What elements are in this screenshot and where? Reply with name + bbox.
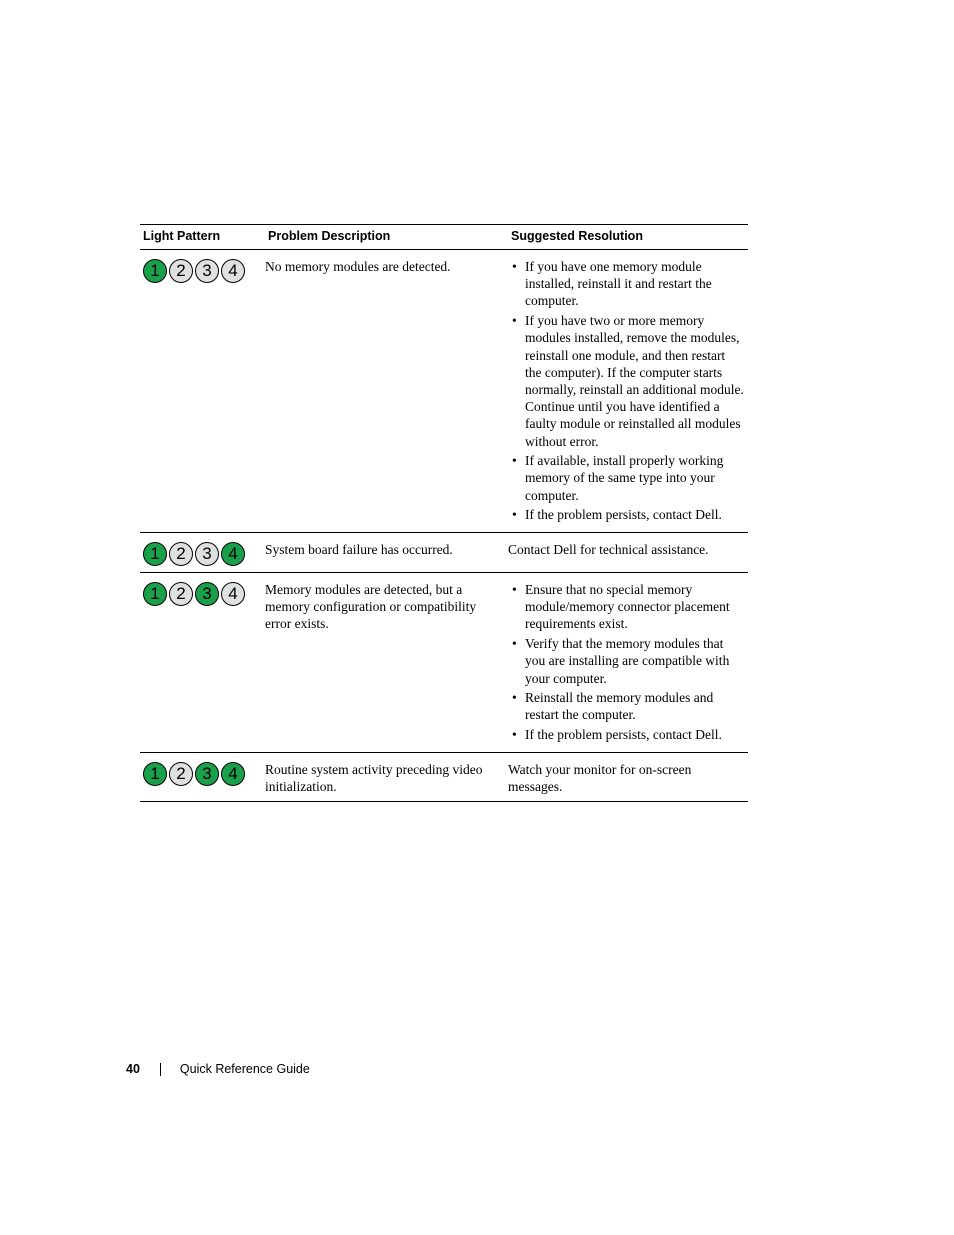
diagnostic-lights [143, 762, 261, 786]
header-light-pattern: Light Pattern [140, 225, 265, 250]
problem-description: Memory modules are detected, but a memory configuration or compatibility error exists. [265, 573, 508, 753]
diagnostic-lights-table [140, 224, 748, 802]
diagnostic-light-4-icon: 4 [221, 762, 245, 786]
table-row [140, 250, 748, 533]
list-item: • If the problem persists, contact Dell. [508, 506, 744, 523]
diagnostic-light-2-icon: 2 [169, 542, 193, 566]
diagnostic-light-4-icon: 4 [221, 582, 245, 606]
light-pattern-cell [140, 752, 265, 801]
header-suggested-resolution: Suggested Resolution [508, 225, 748, 250]
table-row [140, 752, 748, 801]
page-number: 40 [126, 1062, 140, 1076]
list-item: • If available, install properly working memory of the same type into your computer. [508, 452, 744, 504]
diagnostic-light-1-icon: 1 [143, 762, 167, 786]
diagnostic-light-2-icon: 2 [169, 259, 193, 283]
diagnostic-light-3-icon: 3 [195, 542, 219, 566]
problem-description: System board failure has occurred. [265, 533, 508, 573]
list-item: • If the problem persists, contact Dell. [508, 726, 744, 743]
suggested-resolution [508, 250, 748, 533]
footer-divider [160, 1063, 161, 1076]
light-pattern-cell [140, 573, 265, 753]
diagnostic-light-3-icon: 3 [195, 762, 219, 786]
suggested-resolution [508, 573, 748, 753]
resolution-list [508, 581, 744, 743]
suggested-resolution: Watch your monitor for on-screen messages. [508, 752, 748, 801]
document-title: Quick Reference Guide [179, 1062, 310, 1076]
diagnostic-lights [143, 542, 261, 566]
list-item: • Reinstall the memory modules and restart the computer. [508, 689, 744, 723]
diagnostic-light-2-icon: 2 [169, 762, 193, 786]
diagnostic-light-3-icon: 3 [195, 582, 219, 606]
light-pattern-cell [140, 250, 265, 533]
list-item: • If you have one memory module installed, reinstall it and restart the computer. [508, 258, 744, 310]
diagnostic-lights [143, 582, 261, 606]
page-footer [126, 1062, 310, 1076]
table-row [140, 533, 748, 573]
diagnostic-light-4-icon: 4 [221, 259, 245, 283]
list-item: • Ensure that no special memory module/memory connector placement requirements exist. [508, 581, 744, 633]
suggested-resolution: Contact Dell for technical assistance. [508, 533, 748, 573]
diagnostic-light-1-icon: 1 [143, 582, 167, 606]
light-pattern-cell [140, 533, 265, 573]
diagnostic-lights [143, 259, 261, 283]
diagnostic-light-1-icon: 1 [143, 259, 167, 283]
diagnostic-light-3-icon: 3 [195, 259, 219, 283]
problem-description: Routine system activity preceding video initialization. [265, 752, 508, 801]
table-row [140, 573, 748, 753]
list-item: • Verify that the memory modules that you are installing are compatible with your computer. [508, 635, 744, 687]
diagnostic-light-1-icon: 1 [143, 542, 167, 566]
resolution-list [508, 258, 744, 524]
problem-description: No memory modules are detected. [265, 250, 508, 533]
diagnostic-light-2-icon: 2 [169, 582, 193, 606]
header-problem-description: Problem Description [265, 225, 508, 250]
list-item: • If you have two or more memory modules installed, remove the modules, reinstall one module, and then restart the computer). If the computer starts normally, reinstall an additional module. Continue until you have identified a faulty module or reinstalled all modules without error. [508, 312, 744, 450]
diagnostic-light-4-icon: 4 [221, 542, 245, 566]
table-header-row [140, 225, 748, 250]
